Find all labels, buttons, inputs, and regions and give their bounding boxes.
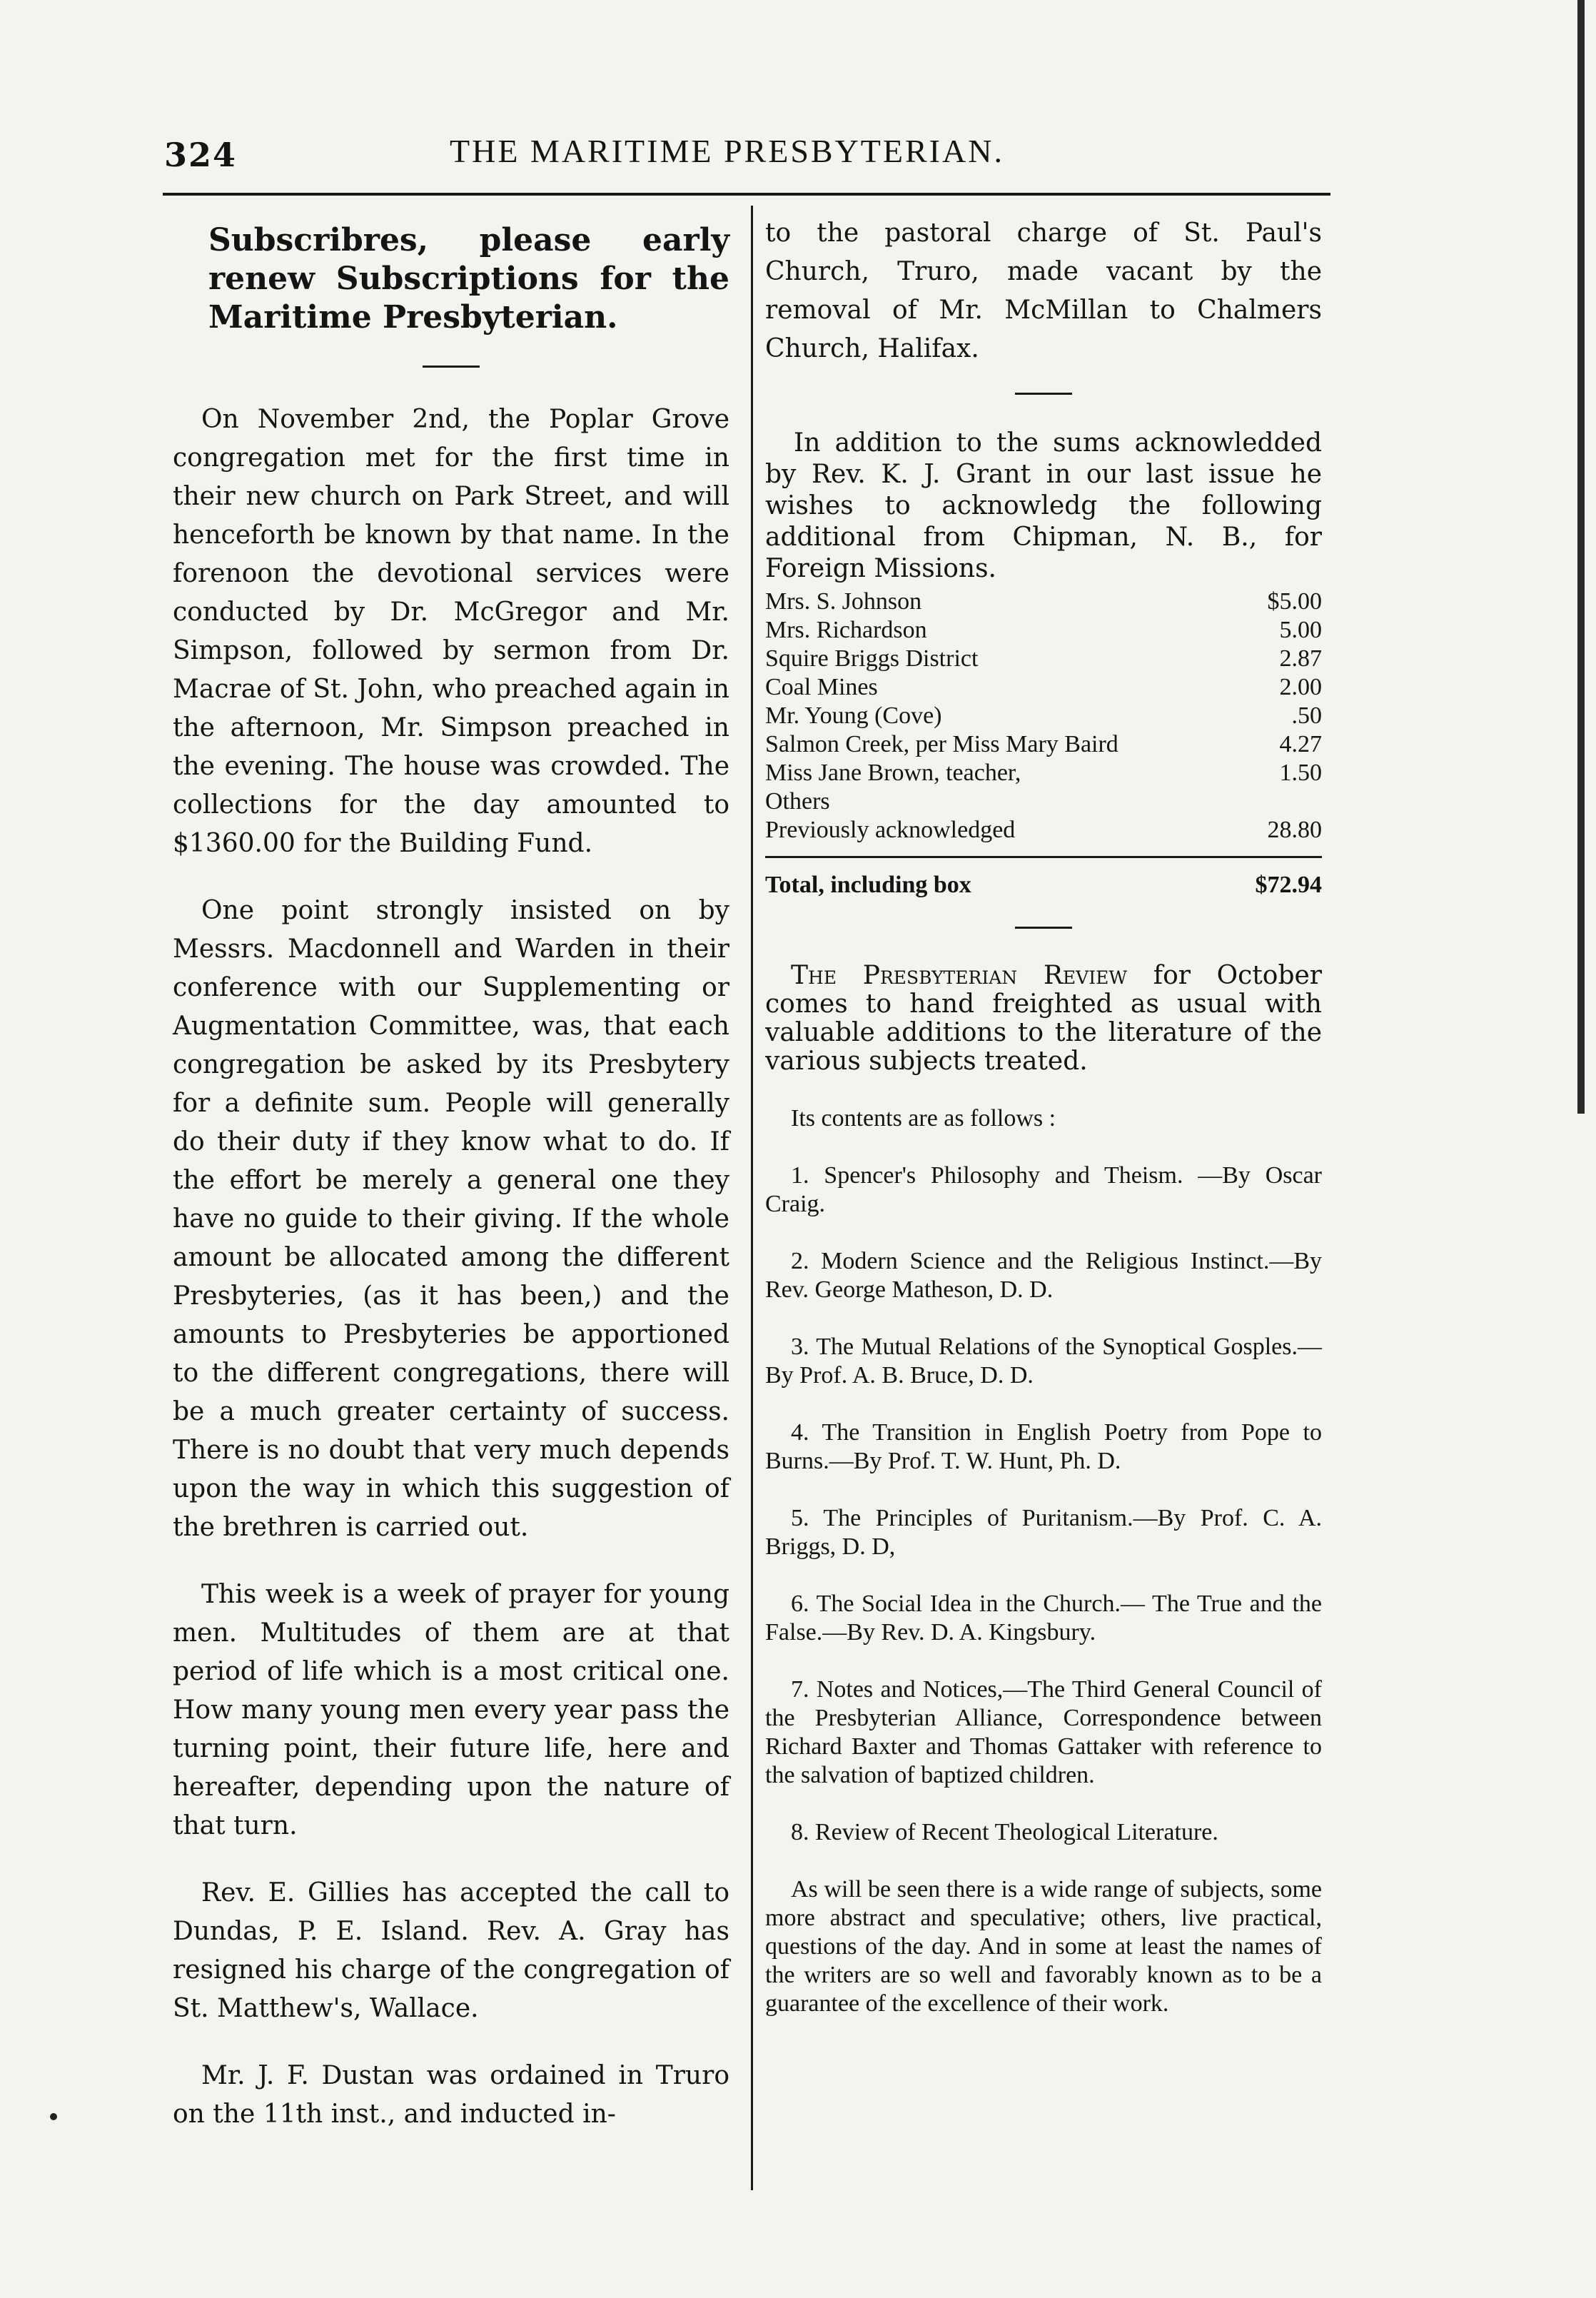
dustan-paragraph: Mr. J. F. Dustan was ordained in Truro on the 11th inst., and inducted in- [173, 2061, 729, 2129]
contents-item: 1. Spencer's Philosophy and Theism. —By Oscar Craig. [765, 1162, 1322, 1217]
contents-item: 3. The Mutual Relations of the Synoptical Gosples.—By Prof. A. B. Bruce, D. D. [765, 1334, 1322, 1389]
page-number: 324 [164, 136, 238, 174]
ledger-amount: 2.00 [1279, 674, 1322, 700]
ledger-name: Salmon Creek, per Miss Mary Baird [765, 731, 1118, 757]
acknowledgement-intro: In addition to the sums acknowledded by Rev. K. J. Grant in our last issue he wishes to acknowledg the following additional from Chipman, N. B., for Foreign Missions. [765, 428, 1322, 583]
ledger-row [765, 588, 1322, 616]
subscription-notice: Subscribres, please early renew Subscriptions for the Maritime Presbyterian. [208, 222, 729, 336]
ledger-amount: 28.80 [1267, 817, 1322, 843]
ledger-name: Mr. Young (Cove) [765, 702, 942, 729]
header-rule [163, 193, 1330, 196]
ledger-total [765, 868, 1322, 902]
total-label: Total, including box [765, 872, 971, 898]
ledger-name: Miss Jane Brown, teacher, [765, 760, 1021, 786]
review-intro-text: for October comes to hand freighted as usual with valuable additions to the literature of the various subjects treated. [765, 961, 1322, 1076]
ledger-name: Others [765, 788, 830, 815]
ledger-amount: 1.50 [1279, 760, 1322, 786]
section-divider [1015, 393, 1072, 395]
ledger-amount: 5.00 [1279, 617, 1322, 643]
ledger-amount: $5.00 [1267, 588, 1322, 615]
poplar-grove-paragraph: On November 2nd, the Poplar Grove congregation met for the first time in their new church on Park Street, and will henceforth be known by that name. In the forenoon the devotional services were conducted by Dr. McGregor and Mr. Simpson, followed by sermon from Dr. Macrae of St. John, who preached again in the afternoon, Mr. Simpson preached in the evening. The house was crowded. The collections for the day amounted to $1360.00 for the Building Fund. [173, 405, 729, 858]
ledger-name: Squire Briggs District [765, 645, 979, 672]
section-divider [1015, 927, 1072, 929]
ledger-name: Coal Mines [765, 674, 878, 700]
ledger-row [765, 645, 1322, 673]
ledger-name: Mrs. S. Johnson [765, 588, 922, 615]
review-title: The Presbyterian Review [791, 961, 1128, 990]
left-column [173, 221, 729, 2162]
ledger-amount: 4.27 [1279, 731, 1322, 757]
ledger-amount: 2.87 [1279, 645, 1322, 672]
contents-item: 8. Review of Recent Theological Literature. [791, 1819, 1218, 1845]
column-divider [751, 206, 753, 2190]
right-column [765, 214, 1322, 2047]
page-edge-shadow [1577, 0, 1585, 1114]
contents-item: 2. Modern Science and the Religious Instinct.—By Rev. George Matheson, D. D. [765, 1248, 1322, 1303]
contents-item: 7. Notes and Notices,—The Third General Council of the Presbyterian Alliance, Correspondence between Richard Baxter and Thomas Gattaker with reference to the salvation of baptized children. [765, 1676, 1322, 1788]
contents-heading: Its contents are as follows : [791, 1105, 1056, 1132]
section-divider [423, 366, 480, 368]
contents-item: 4. The Transition in English Poetry from Pope to Burns.—By Prof. T. W. Hunt, Ph. D. [765, 1419, 1322, 1474]
ledger-row [765, 673, 1322, 702]
ledger-name: Previously acknowledged [765, 817, 1016, 843]
augmentation-paragraph: One point strongly insisted on by Messrs. Macdonnell and Warden in their conference with our Supplementing or Augmentation Committee, was, that each congregation be asked by its Presbytery for a definite sum. People will generally do their duty if they know what to do. If the effort be merely a general one they have no guide to their giving. If the whole amount be allocated among the different Presbyteries, (as it has been,) and the amounts to Presbyteries be apportioned to the different congregations, there will be a much greater certainty of success. There is no doubt that very much depends upon the way in which this suggestion of the brethren is carried out. [173, 896, 729, 1542]
ledger-row [765, 616, 1322, 645]
review-intro [765, 962, 1322, 1076]
contents-item: 6. The Social Idea in the Church.— The True and the False.—By Rev. D. A. Kingsbury. [765, 1591, 1322, 1646]
continuation-paragraph: to the pastoral charge of St. Paul's Church, Truro, made vacant by the removal of Mr. McMillan to Chalmers Church, Halifax. [765, 218, 1322, 363]
donation-ledger [765, 588, 1322, 845]
ledger-row [765, 787, 1322, 816]
total-amount: $72.94 [1255, 872, 1322, 898]
contents-item: 5. The Principles of Puritanism.—By Prof. C. A. Briggs, D. D, [765, 1505, 1322, 1560]
gillies-paragraph: Rev. E. Gillies has accepted the call to Dundas, P. E. Island. Rev. A. Gray has resigned his charge of the congregation of St. Matthew's, Wallace. [173, 1878, 729, 2023]
total-rule [765, 856, 1322, 858]
prayer-week-paragraph: This week is a week of prayer for young men. Multitudes of them are at that period of life which is a most critical one. How many young men every year pass the turning point, their future life, here and hereafter, depending upon the nature of that turn. [173, 1580, 729, 1840]
ledger-row [765, 702, 1322, 730]
ledger-row [765, 730, 1322, 759]
ledger-amount [1315, 787, 1322, 816]
ledger-row [765, 816, 1322, 845]
ledger-amount: .50 [1291, 702, 1322, 729]
ink-speck [50, 2113, 57, 2120]
ledger-name: Mrs. Richardson [765, 617, 927, 643]
ledger-row [765, 759, 1322, 787]
closing-paragraph: As will be seen there is a wide range of subjects, some more abstract and speculative; others, live practical, questions of the day. And in some at least the names of the writers are so well and favorably known as to be a guarantee of the excellence of their work. [765, 1876, 1322, 2017]
running-title: THE MARITIME PRESBYTERIAN. [450, 133, 1004, 169]
